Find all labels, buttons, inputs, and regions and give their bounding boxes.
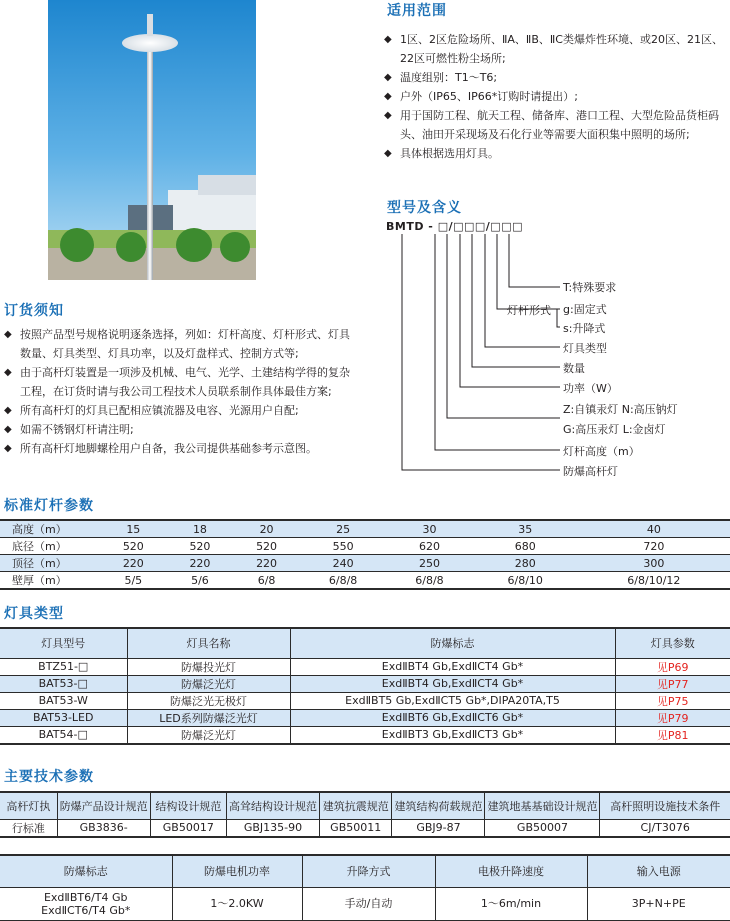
cell: 220 (167, 555, 234, 572)
table-row (0, 709, 730, 726)
column-header: 建筑抗震规范 (319, 792, 392, 819)
cell: 手动/自动 (302, 887, 435, 921)
ex-mark-line: ExdⅡCT6/T4 Gb* (41, 903, 131, 917)
lamp-types-title: 灯具类型 (4, 606, 64, 622)
column-header: 防爆标志 (290, 628, 615, 658)
model-code: BMTD - □/□□□/□□□ (386, 220, 523, 233)
cell: BAT53-LED (0, 709, 127, 726)
cell: 1～6m/min (435, 887, 587, 921)
label-product-name: 防爆高杆灯 (563, 465, 618, 478)
cell: 6/8/10/12 (578, 572, 730, 590)
table-header-row (0, 628, 730, 658)
cell: 6/8/10 (473, 572, 578, 590)
cell: 280 (473, 555, 578, 572)
column-header: 升降方式 (302, 855, 435, 887)
cell: GB50011 (319, 819, 392, 837)
cell: 6/8 (233, 572, 300, 590)
cell: 5/5 (100, 572, 167, 590)
cell: GBJ9-87 (392, 819, 485, 837)
tech-title: 主要技术参数 (4, 769, 94, 785)
cell: 520 (233, 538, 300, 555)
cell: 5/6 (167, 572, 234, 590)
page-ref-link[interactable]: 见P81 (615, 726, 730, 744)
cell: BTZ51-□ (0, 658, 127, 675)
label-height: 灯杆高度（m） (563, 445, 640, 458)
label-pole-form: 灯杆形式 (507, 304, 551, 317)
label-special: T:特殊要求 (563, 281, 617, 294)
cell: 40 (578, 520, 730, 538)
cell: 3P+N+PE (587, 887, 730, 921)
ex-mark-cell (0, 887, 172, 921)
cell: 240 (300, 555, 386, 572)
cell: 防爆投光灯 (127, 658, 290, 675)
cell: ExdⅡBT4 Gb,ExdⅡCT4 Gb* (290, 675, 615, 692)
table-row (0, 555, 730, 572)
column-header: 灯具型号 (0, 628, 127, 658)
table-row (0, 658, 730, 675)
cell: GB50007 (485, 819, 600, 837)
row-label: 壁厚（m） (0, 572, 100, 590)
table-header-row (0, 855, 730, 887)
row-label: 底径（m） (0, 538, 100, 555)
line-light (447, 234, 560, 418)
list-item: ◆ 由于高杆灯装置是一项涉及机械、电气、光学、土建结构学得的复杂工程，在订货时请与我公司工程技术人员联系制作具体最佳方案; (4, 363, 354, 401)
cell: 15 (100, 520, 167, 538)
cell: 520 (100, 538, 167, 555)
cell: 250 (386, 555, 472, 572)
cell: 520 (167, 538, 234, 555)
cell: 25 (300, 520, 386, 538)
cell: 680 (473, 538, 578, 555)
cell: GB50017 (150, 819, 226, 837)
table-row (0, 887, 730, 921)
cell: ExdⅡBT6 Gb,ExdⅡCT6 Gb* (290, 709, 615, 726)
cell: 620 (386, 538, 472, 555)
list-item: ◆ 用于国防工程、航天工程、储备库、港口工程、大型危险品货柜码头、油田开采现场及石化行业等需要大面积集中照明的场所; (384, 106, 726, 144)
list-item: ◆ 如需不锈钢灯杆请注明; (4, 420, 354, 439)
label-light-1: Z:自镇汞灯 N:高压钠灯 (563, 403, 678, 416)
cell: 550 (300, 538, 386, 555)
table-row (0, 726, 730, 744)
column-header: 建筑结构荷载规范 (392, 792, 485, 819)
list-item: ◆ 温度组别：T1～T6; (384, 68, 726, 87)
std-params-table (0, 519, 730, 590)
cell: 20 (233, 520, 300, 538)
label-lamp-type: 灯具类型 (563, 342, 607, 355)
page-ref-link[interactable]: 见P69 (615, 658, 730, 675)
cell: 防爆泛光灯 (127, 675, 290, 692)
cell: ExdⅡBT4 Gb,ExdⅡCT4 Gb* (290, 658, 615, 675)
model-title: 型号及含义 (387, 200, 462, 216)
table-row (0, 692, 730, 709)
lamp-types-table (0, 627, 730, 745)
list-item: ◆ 按照产品型号规格说明逐条选择，列如：灯杆高度、灯杆形式、灯具数量、灯具类型、灯具功率，以及灯盘样式、控制方式等; (4, 325, 354, 363)
label-power: 功率（W） (563, 382, 618, 395)
column-header: 灯具参数 (615, 628, 730, 658)
tech-standards-table (0, 791, 730, 838)
label-lift: s:升降式 (563, 322, 606, 335)
cell: 6/8/8 (300, 572, 386, 590)
line-type (485, 234, 560, 347)
cell: BAT54-□ (0, 726, 127, 744)
cell: 防爆泛光无极灯 (127, 692, 290, 709)
column-header: 高杆灯执 (0, 792, 57, 819)
cell: GBJ135-90 (226, 819, 319, 837)
column-header: 高杆照明设施技术条件 (600, 792, 730, 819)
electrical-params-table (0, 854, 730, 921)
column-header: 防爆产品设计规范 (57, 792, 150, 819)
column-header: 防爆电机功率 (172, 855, 302, 887)
cell: 720 (578, 538, 730, 555)
std-params-title: 标准灯杆参数 (4, 498, 94, 514)
table-row (0, 520, 730, 538)
row-label: 高度（m） (0, 520, 100, 538)
table-header-row (0, 792, 730, 819)
cell: ExdⅡBT3 Gb,ExdⅡCT3 Gb* (290, 726, 615, 744)
column-header: 灯具名称 (127, 628, 290, 658)
cell: 35 (473, 520, 578, 538)
table-row (0, 819, 730, 837)
cell: 220 (233, 555, 300, 572)
cell: GB3836- (57, 819, 150, 837)
cell: BAT53-W (0, 692, 127, 709)
line-name (402, 234, 560, 470)
list-item: ◆ 户外（IP65、IP66*订购时请提出）; (384, 87, 726, 106)
list-item: ◆ 具体根据选用灯具。 (384, 144, 726, 163)
cell: CJ/T3076 (600, 819, 730, 837)
table-row (0, 538, 730, 555)
cell: BAT53-□ (0, 675, 127, 692)
cell: 220 (100, 555, 167, 572)
column-header: 建筑地基基础设计规范 (485, 792, 600, 819)
cell: 6/8/8 (386, 572, 472, 590)
cell: LED系列防爆泛光灯 (127, 709, 290, 726)
column-header: 防爆标志 (0, 855, 172, 887)
list-item: ◆ 所有高杆灯的灯具已配相应镇流器及电容、光源用户自配; (4, 401, 354, 420)
column-header: 输入电源 (587, 855, 730, 887)
cell: 300 (578, 555, 730, 572)
table-row (0, 572, 730, 590)
page-ref-link[interactable]: 见P77 (615, 675, 730, 692)
cell: ExdⅡBT5 Gb,ExdⅡCT5 Gb*,DIPA20TA,T5 (290, 692, 615, 709)
page-ref-link[interactable]: 见P79 (615, 709, 730, 726)
ordering-list (4, 325, 354, 458)
label-quantity: 数量 (563, 362, 585, 375)
cell: 18 (167, 520, 234, 538)
line-pole-s (557, 309, 560, 327)
column-header: 电极升降速度 (435, 855, 587, 887)
label-fixed: g:固定式 (563, 303, 607, 316)
label-light-2: G:高压汞灯 L:金卤灯 (563, 423, 666, 436)
line-pole (497, 234, 560, 309)
list-item: ◆ 1区、2区危险场所、ⅡA、ⅡB、ⅡC类爆炸性环境、或20区、21区、22区可燃性粉尘场所; (384, 30, 726, 68)
cell: 30 (386, 520, 472, 538)
cell: 1～2.0KW (172, 887, 302, 921)
line-t (509, 234, 560, 287)
table-row (0, 675, 730, 692)
page-ref-link[interactable]: 见P75 (615, 692, 730, 709)
column-header: 结构设计规范 (150, 792, 226, 819)
applicable-title: 适用范围 (387, 3, 447, 19)
ex-mark-line: ExdⅡBT6/T4 Gb (43, 890, 128, 904)
list-item: ◆ 所有高杆灯地脚螺栓用户自备，我公司提供基础参考示意图。 (4, 439, 354, 458)
column-header: 高耸结构设计规范 (226, 792, 319, 819)
ordering-title: 订货须知 (4, 303, 64, 319)
cell: 防爆泛光灯 (127, 726, 290, 744)
cell: 行标准 (0, 819, 57, 837)
row-label: 顶径（m） (0, 555, 100, 572)
